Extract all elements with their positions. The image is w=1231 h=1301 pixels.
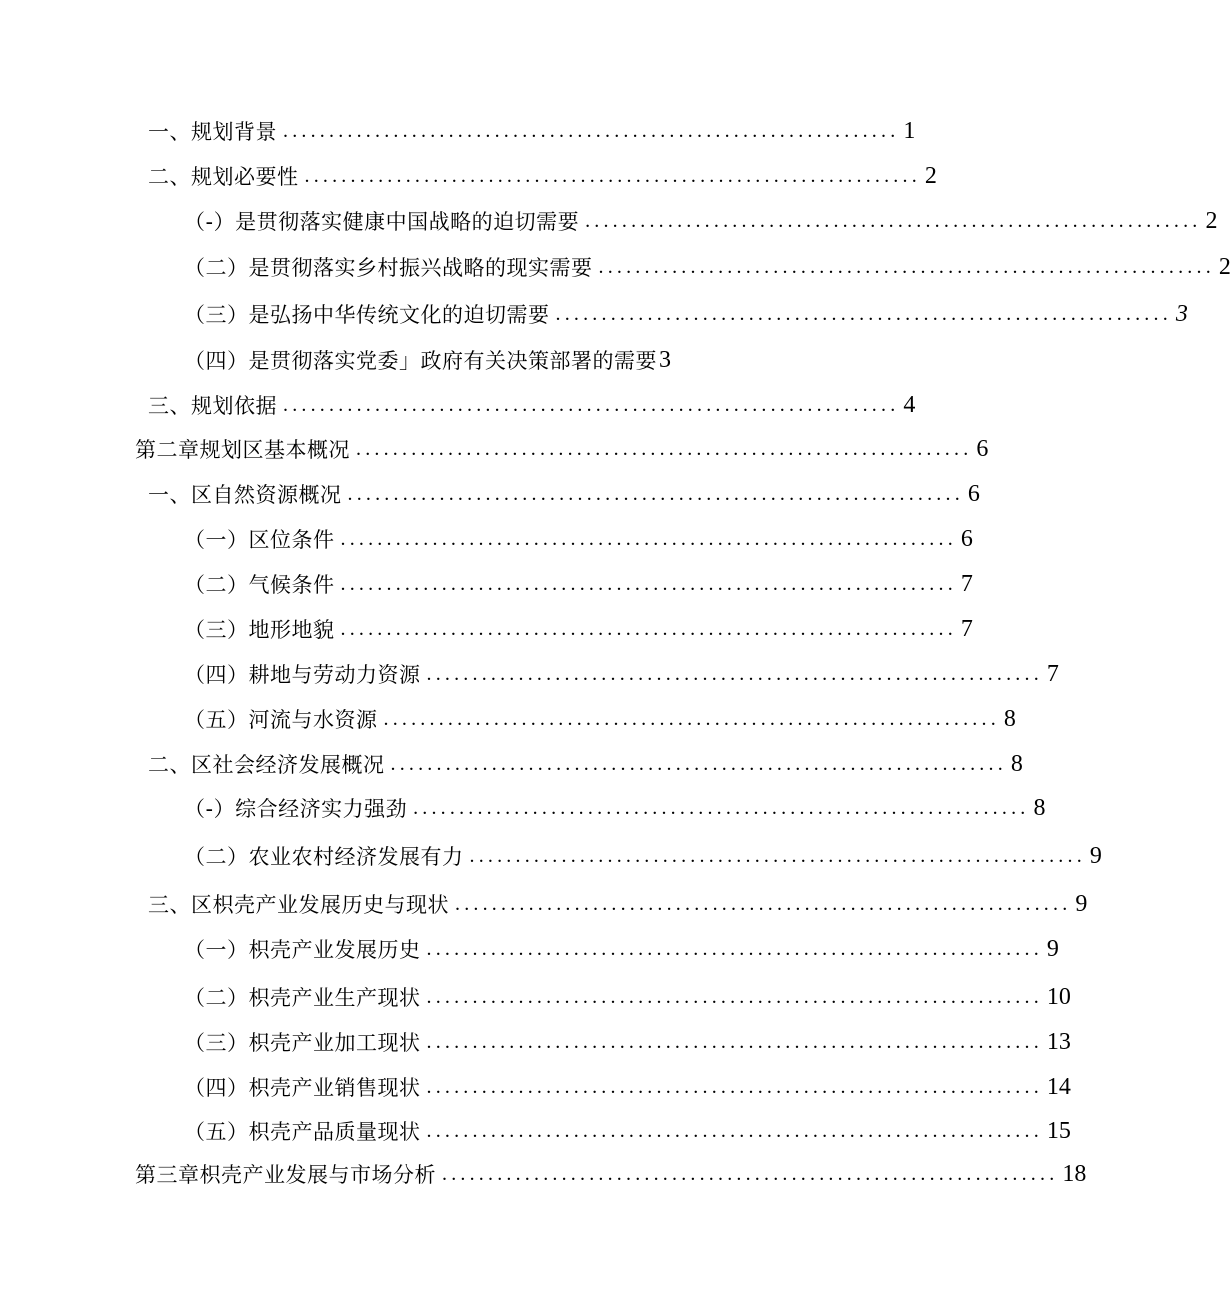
toc-entry[interactable]: [148, 114, 916, 148]
toc-entry-title: （二）是贯彻落实乡村振兴战略的现实需要: [184, 256, 593, 280]
toc-leader-dots: ...................................................................: [340, 572, 957, 595]
toc-entry[interactable]: [184, 1025, 1071, 1059]
toc-leader-dots: ...................................................................: [347, 482, 964, 505]
toc-entry-page: 4: [903, 391, 916, 418]
toc-entry-title: （四）耕地与劳动力资源: [184, 663, 421, 687]
toc-entry-title: 第二章规划区基本概况: [135, 438, 350, 462]
toc-leader-dots: ...................................................................: [426, 937, 1043, 960]
toc-entry-page: 7: [960, 570, 973, 597]
toc-entry-title: 三、区枳壳产业发展历史与现状: [148, 893, 449, 917]
toc-entry-title: （二）农业农村经济发展有力: [184, 845, 464, 869]
toc-entry[interactable]: [184, 791, 1046, 825]
toc-entry-page: 2: [1218, 253, 1231, 280]
toc-entry[interactable]: [184, 522, 973, 556]
toc-leader-dots: ...................................................................: [455, 892, 1072, 915]
toc-entry-page: 8: [1033, 794, 1046, 821]
toc-entry-title: （二）枳壳产业生产现状: [184, 986, 421, 1010]
toc-entry[interactable]: [148, 747, 1023, 781]
toc-entry-title: （一）枳壳产业发展历史: [184, 938, 421, 962]
toc-entry[interactable]: [148, 159, 937, 193]
toc-entry-title: 三、规划依据: [148, 394, 277, 418]
toc-entry[interactable]: [184, 839, 1102, 873]
toc-leader-dots: ...................................................................: [383, 707, 1000, 730]
toc-entry-page: 14: [1046, 1073, 1071, 1100]
toc-leader-dots: ...................................................................: [426, 1119, 1043, 1142]
toc-entry-page: 2: [1205, 207, 1218, 234]
toc-entry-page: 3: [659, 346, 671, 373]
toc-entry[interactable]: [184, 567, 973, 601]
toc-entry-page: 6: [976, 435, 989, 462]
toc-entry-title: 一、区自然资源概况: [148, 483, 342, 507]
toc-leader-dots: ...................................................................: [283, 119, 900, 142]
toc-entry[interactable]: [184, 1114, 1071, 1148]
toc-leader-dots: ...................................................................: [356, 437, 973, 460]
toc-leader-dots: ...................................................................: [426, 1075, 1043, 1098]
toc-entry-page: 8: [1010, 750, 1023, 777]
toc-entry-title: （四）枳壳产业销售现状: [184, 1076, 421, 1100]
toc-leader-dots: ...................................................................: [585, 209, 1202, 232]
toc-entry[interactable]: [184, 702, 1016, 736]
toc-leader-dots: ...................................................................: [555, 302, 1172, 325]
toc-leader-dots: ...................................................................: [304, 164, 921, 187]
toc-entry[interactable]: [184, 204, 1218, 238]
toc-entry-page: 6: [967, 480, 980, 507]
toc-entry[interactable]: [148, 887, 1088, 921]
toc-entry-page: 8: [1003, 705, 1016, 732]
toc-entry[interactable]: [184, 250, 1231, 284]
toc-leader-dots: ...................................................................: [442, 1162, 1059, 1185]
toc-entry[interactable]: [184, 980, 1071, 1014]
toc-entry[interactable]: [184, 612, 973, 646]
toc-entry-title: （三）地形地貌: [184, 618, 335, 642]
toc-leader-dots: ...................................................................: [426, 985, 1043, 1008]
toc-entry-title: （-）是贯彻落实健康中国战略的迫切需要: [184, 210, 580, 234]
toc-entry-title: 一、规划背景: [148, 120, 277, 144]
toc-entry-title: 二、规划必要性: [148, 165, 299, 189]
toc-entry[interactable]: [184, 932, 1059, 966]
toc-entry-page: 7: [960, 615, 973, 642]
toc-entry[interactable]: [184, 1070, 1071, 1104]
toc-entry[interactable]: [135, 432, 989, 466]
toc-entry-page: 9: [1075, 890, 1088, 917]
toc-entry-page: 9: [1046, 935, 1059, 962]
toc-entry-page: 7: [1046, 660, 1059, 687]
toc-entry-title: 二、区社会经济发展概况: [148, 753, 385, 777]
toc-entry-title: （二）气候条件: [184, 573, 335, 597]
toc-leader-dots: ...................................................................: [469, 844, 1086, 867]
toc-entry[interactable]: [148, 388, 916, 422]
toc-entry-page: 1: [903, 117, 916, 144]
toc-leader-dots: ...................................................................: [283, 393, 900, 416]
toc-entry[interactable]: [184, 343, 773, 377]
toc-leader-dots: ...................................................................: [426, 662, 1043, 685]
toc-leader-dots: ...................................................................: [426, 1030, 1043, 1053]
toc-entry[interactable]: [184, 657, 1059, 691]
toc-entry-page: 18: [1062, 1160, 1087, 1187]
toc-entry-page: 9: [1089, 842, 1102, 869]
toc-entry[interactable]: [148, 477, 980, 511]
toc-leader-dots: ...................................................................: [413, 796, 1030, 819]
toc-leader-dots: ...................................................................: [340, 617, 957, 640]
toc-leader-dots: ...................................................................: [340, 527, 957, 550]
toc-leader-dots: ...................................................................: [390, 752, 1007, 775]
toc-entry[interactable]: [135, 1157, 1087, 1191]
toc-entry-title: 第三章枳壳产业发展与市场分析: [135, 1163, 436, 1187]
toc-entry-page: 2: [924, 162, 937, 189]
toc-entry-title: （四）是贯彻落实党委」政府有关决策部署的需要: [184, 349, 657, 373]
toc-entry-page: 13: [1046, 1028, 1071, 1055]
toc-entry-title: （五）枳壳产品质量现状: [184, 1120, 421, 1144]
toc-entry-title: （五）河流与水资源: [184, 708, 378, 732]
toc-entry-page: 6: [960, 525, 973, 552]
toc-entry-page: 10: [1046, 983, 1071, 1010]
toc-entry-page: 3: [1175, 300, 1188, 327]
toc-entry-title: （三）是弘扬中华传统文化的迫切需要: [184, 303, 550, 327]
toc-entry-title: （三）枳壳产业加工现状: [184, 1031, 421, 1055]
toc-entry-page: 15: [1046, 1117, 1071, 1144]
toc-entry[interactable]: [184, 297, 1188, 331]
toc-entry-title: （-）综合经济实力强劲: [184, 797, 408, 821]
toc-leader-dots: ...................................................................: [598, 255, 1215, 278]
toc-entry-title: （一）区位条件: [184, 528, 335, 552]
